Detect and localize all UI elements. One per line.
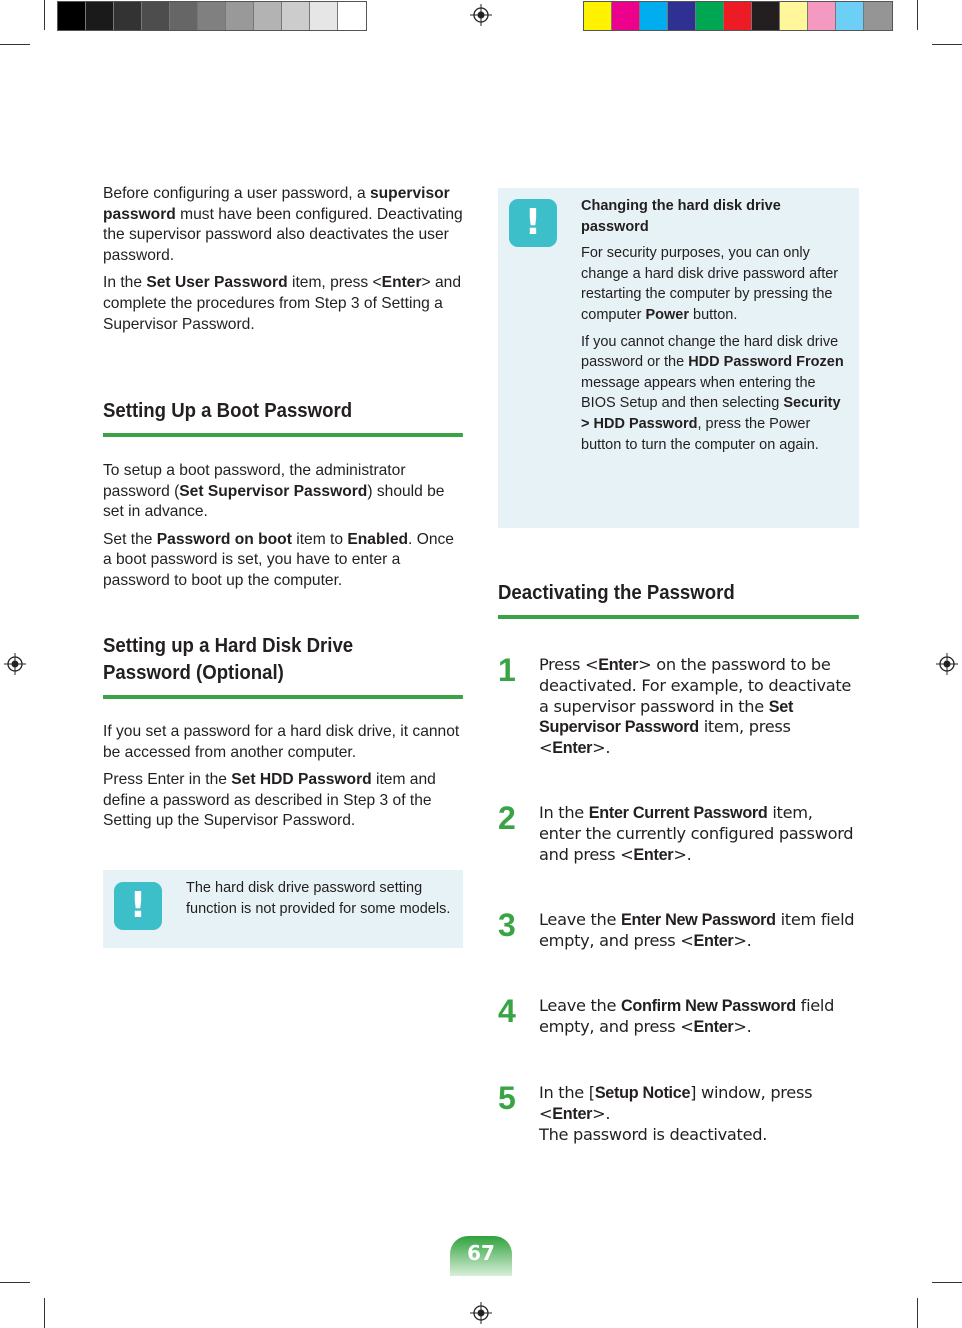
swatch: [584, 2, 612, 30]
bold-text: Power: [645, 306, 689, 323]
step-text: [539, 655, 859, 759]
swatch: [226, 2, 254, 30]
text: must have been configured. Deactivating the supervisor password also deactivates the user password.: [103, 205, 463, 264]
note-text: [581, 196, 851, 461]
note-box: [103, 870, 463, 948]
section-heading: [103, 633, 463, 699]
text: Press Enter in the: [103, 771, 232, 789]
text: In the [: [539, 1083, 595, 1102]
step-number: 5: [498, 1080, 516, 1116]
crop-mark: [44, 0, 45, 30]
text: Before configuring a user password, a: [103, 185, 370, 202]
text: In the: [539, 803, 589, 822]
bold-text: Set Supervisor Password: [179, 482, 368, 500]
paragraph: [103, 530, 463, 592]
bold-text: Enter: [693, 931, 734, 950]
bold-text: Enter: [693, 1017, 734, 1036]
text: item, enter the currently configured password and press <: [539, 803, 854, 864]
cmyk-color-bar: [583, 1, 893, 31]
registration-mark-icon: [4, 653, 26, 675]
bold-text: Confirm New Password: [621, 997, 796, 1015]
text: . Once a boot password is set, you have to enter a password to boot up the computer.: [103, 530, 454, 589]
crop-mark: [917, 1298, 918, 1328]
boot-password-section: [103, 398, 463, 437]
crop-mark: [932, 1282, 962, 1283]
text: >.: [733, 1016, 752, 1036]
paragraph: [103, 770, 463, 832]
text: The password is deactivated.: [539, 1124, 768, 1144]
heading-line: Setting up a Hard Disk Drive: [103, 635, 354, 657]
step-text: [539, 910, 859, 952]
section-heading: Deactivating the Password: [498, 580, 859, 619]
swatch: [724, 2, 752, 30]
intro-paragraph: [103, 273, 463, 335]
text: >.: [592, 1103, 611, 1123]
text: item, press <: [287, 274, 382, 292]
bold-text: HDD Password Frozen: [688, 354, 844, 371]
text: item and define a password as described in Step 3 of the Setting up the Supervisor Password.: [103, 771, 436, 830]
bold-text: Enter Current Password: [588, 804, 768, 822]
bold-text: Enter: [552, 1104, 593, 1123]
note-title: [581, 196, 851, 237]
text: ] window, press <: [539, 1083, 813, 1123]
heading-line: Password (Optional): [103, 662, 284, 684]
paragraph: If you set a password for a hard disk drive, it cannot be accessed from another computer.: [103, 723, 460, 761]
bold-text: Enter: [381, 274, 422, 292]
text: Leave the: [539, 996, 622, 1015]
swatch: [142, 2, 170, 30]
text: Press <: [539, 655, 599, 674]
text: Leave the: [539, 910, 622, 929]
text: Set the: [103, 530, 157, 548]
swatch: [198, 2, 226, 30]
swatch: [170, 2, 198, 30]
bold-text: Enabled: [347, 530, 409, 548]
swatch: [864, 2, 892, 30]
bold-text: Enter: [598, 656, 639, 674]
note-box: [498, 188, 859, 528]
hdd-password-body: [103, 722, 463, 839]
text: For security purposes, you can only change a hard disk drive password after restarting the computer by pressing the computer: [581, 245, 839, 323]
step-number: 3: [498, 907, 516, 943]
bold-text: Set Supervisor Password: [539, 697, 794, 737]
crop-mark: [932, 44, 962, 45]
registration-mark-icon: [936, 653, 958, 675]
bold-text: supervisor password: [103, 185, 450, 223]
bold-text: Security > HDD Password: [581, 395, 841, 432]
text: In the: [103, 274, 147, 292]
text: > on the password to be deactivated. For example, to deactivate a supervisor password in the: [539, 655, 852, 716]
swatch: [86, 2, 114, 30]
crop-mark: [0, 1282, 30, 1283]
bold-text: Setup Notice: [594, 1084, 691, 1102]
swatch: [640, 2, 668, 30]
step-number: 1: [498, 652, 516, 688]
swatch: [338, 2, 366, 30]
deactivate-section: [498, 580, 859, 619]
intro-section: [103, 184, 463, 342]
note-paragraph: [581, 243, 851, 325]
page-number: 67: [450, 1236, 512, 1276]
section-heading: Setting Up a Boot Password: [103, 398, 463, 437]
exclamation-icon: !: [114, 882, 162, 930]
swatch: [254, 2, 282, 30]
swatch: [752, 2, 780, 30]
swatch: [114, 2, 142, 30]
registration-mark-icon: [470, 1302, 492, 1324]
bold-text: Enter: [552, 739, 593, 758]
text: >.: [592, 738, 611, 758]
boot-password-body: [103, 461, 463, 599]
text: , press the Power button to turn the computer on again.: [581, 415, 819, 453]
exclamation-icon: !: [509, 199, 557, 247]
paragraph: [103, 461, 463, 523]
swatch: [696, 2, 724, 30]
bold-text: Set User Password: [146, 274, 288, 292]
bold-text: Set HDD Password: [231, 771, 372, 789]
text: item field empty, and press <: [539, 910, 855, 950]
swatch: [808, 2, 836, 30]
crop-mark: [917, 0, 918, 30]
swatch: [58, 2, 86, 30]
swatch: [282, 2, 310, 30]
note-paragraph: [581, 332, 851, 456]
registration-mark-icon: [470, 4, 492, 26]
intro-paragraph: [103, 184, 463, 266]
text: item to: [291, 530, 348, 548]
step-number: 4: [498, 993, 516, 1029]
text: item, press <: [539, 717, 791, 758]
crop-mark: [44, 1298, 45, 1328]
text: ) should be set in advance.: [103, 482, 445, 521]
text: button.: [689, 306, 738, 323]
text: >.: [673, 844, 692, 864]
step-text: [539, 803, 859, 865]
bold-text: Enter New Password: [621, 911, 776, 929]
swatch: [836, 2, 864, 30]
bold-text: Changing the hard disk drive password: [581, 198, 781, 235]
hdd-password-section: [103, 633, 463, 699]
swatch: [612, 2, 640, 30]
crop-mark: [0, 44, 30, 45]
text: To setup a boot password, the administrator password (: [103, 462, 406, 500]
swatch: [668, 2, 696, 30]
text: field empty, and press <: [539, 996, 835, 1036]
swatch: [310, 2, 338, 30]
bold-text: Password on boot: [156, 530, 292, 548]
step-number: 2: [498, 800, 516, 836]
text: >.: [733, 930, 752, 950]
bold-text: Enter: [633, 845, 674, 864]
note-text: The hard disk drive password setting function is not provided for some models.: [186, 880, 451, 917]
swatch: [780, 2, 808, 30]
text: > and complete the procedures from Step 3 of Setting a Supervisor Password.: [103, 274, 462, 333]
step-text: [539, 996, 859, 1038]
text: If you cannot change the hard disk drive password or the: [581, 333, 839, 371]
gray-color-bar: [57, 1, 367, 31]
step-text: [539, 1083, 859, 1145]
text: message appears when entering the BIOS Setup and then selecting: [581, 374, 816, 412]
